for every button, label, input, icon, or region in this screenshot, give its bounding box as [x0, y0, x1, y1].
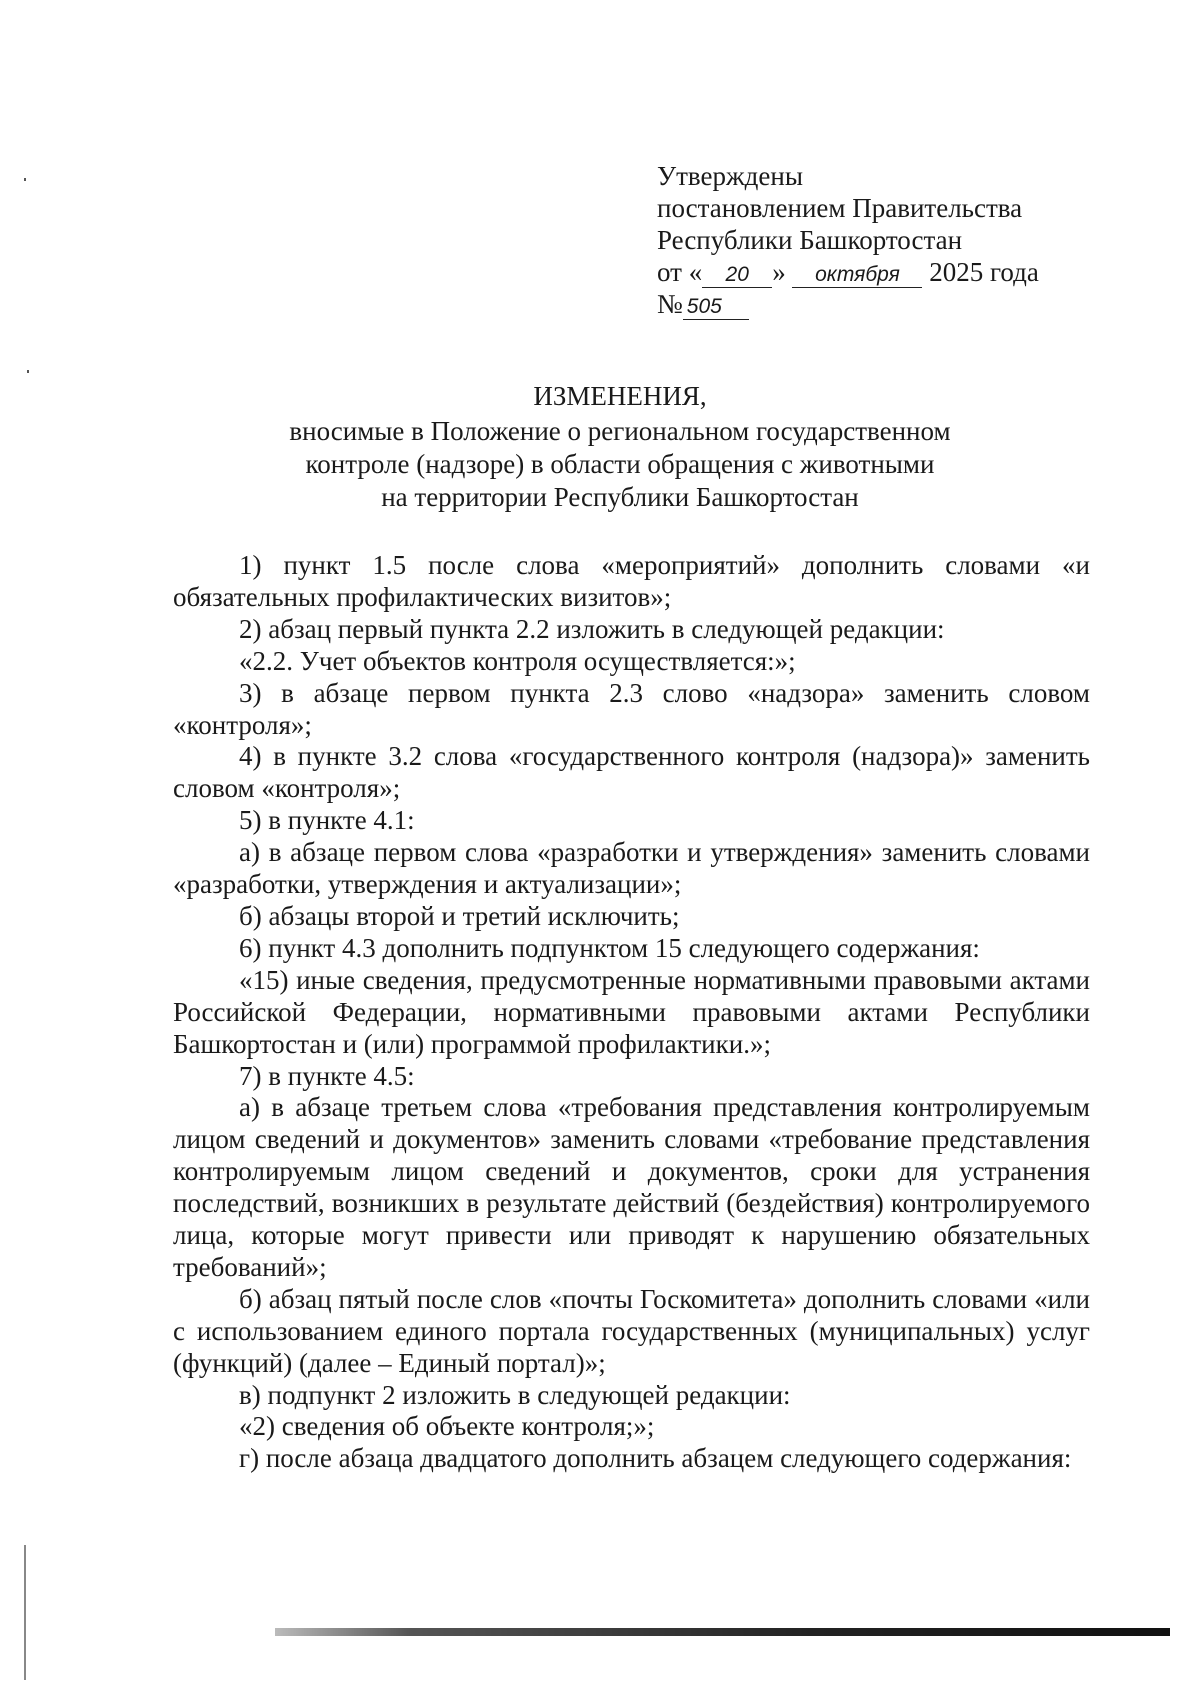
paragraph: 7) в пункте 4.5: [239, 1060, 415, 1091]
title-main: ИЗМЕНЕНИЯ, [533, 381, 707, 411]
date-mid: » [772, 257, 786, 287]
approval-line-2: постановлением Правительства [657, 193, 1023, 223]
document-title [170, 380, 1070, 514]
paragraph: б) абзац пятый после слов «почты Госкомитета» дополнить словами «или с использованием единого портала государственных (муниципальных) услуг (функций) (далее – Единый портал)»; [173, 1283, 1090, 1378]
paragraph: 4) в пункте 3.2 слова «государственного контроля (надзора)» заменить словом «контроля»; [173, 741, 1090, 804]
paragraph: «15) иные сведения, предусмотренные нормативными правовыми актами Российской Федерации, нормативными правовыми актами Республики Башкортостан и (или) программой профилактики.»; [173, 964, 1090, 1059]
approval-date-line [657, 256, 1039, 288]
number-prefix: № [657, 289, 683, 319]
date-year: 2025 года [929, 257, 1039, 287]
scan-bottom-border [275, 1628, 1170, 1636]
approval-line-3: Республики Башкортостан [657, 225, 963, 255]
title-sub-3: на территории Республики Башкортостан [381, 482, 859, 512]
paragraph: 2) абзац первый пункта 2.2 изложить в следующей редакции: [239, 613, 945, 644]
scan-edge-mark [27, 370, 29, 373]
paragraph: 5) в пункте 4.1: [239, 805, 415, 836]
approval-number-line [657, 288, 1039, 320]
date-month-field: октября [792, 263, 922, 288]
date-prefix: от « [657, 257, 703, 287]
approval-line-1: Утверждены [657, 161, 803, 191]
paragraph: «2) сведения об объекте контроля;»; [239, 1411, 655, 1442]
paragraph: г) после абзаца двадцатого дополнить абзацем следующего содержания: [239, 1443, 1072, 1474]
paragraph: а) в абзаце первом слова «разработки и утверждения» заменить словами «разработки, утверждения и актуализации»; [173, 837, 1090, 900]
scan-edge-mark [24, 178, 26, 181]
title-sub-1: вносимые в Положение о региональном государственном [289, 416, 951, 446]
document-body [173, 550, 1090, 1475]
date-day-field: 20 [702, 263, 772, 288]
approval-stamp-block [657, 160, 1039, 320]
scan-edge-mark [24, 1545, 26, 1680]
paragraph: в) подпункт 2 изложить в следующей редакции: [239, 1379, 791, 1410]
paragraph: 1) пункт 1.5 после слова «мероприятий» дополнить словами «и обязательных профилактических визитов»; [173, 550, 1090, 612]
paragraph: 6) пункт 4.3 дополнить подпунктом 15 следующего содержания: [239, 932, 980, 963]
title-sub-2: контроле (надзоре) в области обращения с животными [305, 449, 935, 479]
paragraph: «2.2. Учет объектов контроля осуществляется:»; [239, 645, 796, 676]
paragraph: б) абзацы второй и третий исключить; [239, 900, 680, 931]
number-field: 505 [683, 295, 749, 320]
paragraph: а) в абзаце третьем слова «требования представления контролируемым лицом сведений и документов» заменить словами «требование представления контролируемым лицом сведений и документов, сроки для устранения последствий, возникших в результате действий (бездействия) контролируемого лица, которые могут привести или приводят к нарушению обязательных требований»; [173, 1092, 1090, 1282]
paragraph: 3) в абзаце первом пункта 2.3 слово «надзора» заменить словом «контроля»; [173, 677, 1090, 740]
